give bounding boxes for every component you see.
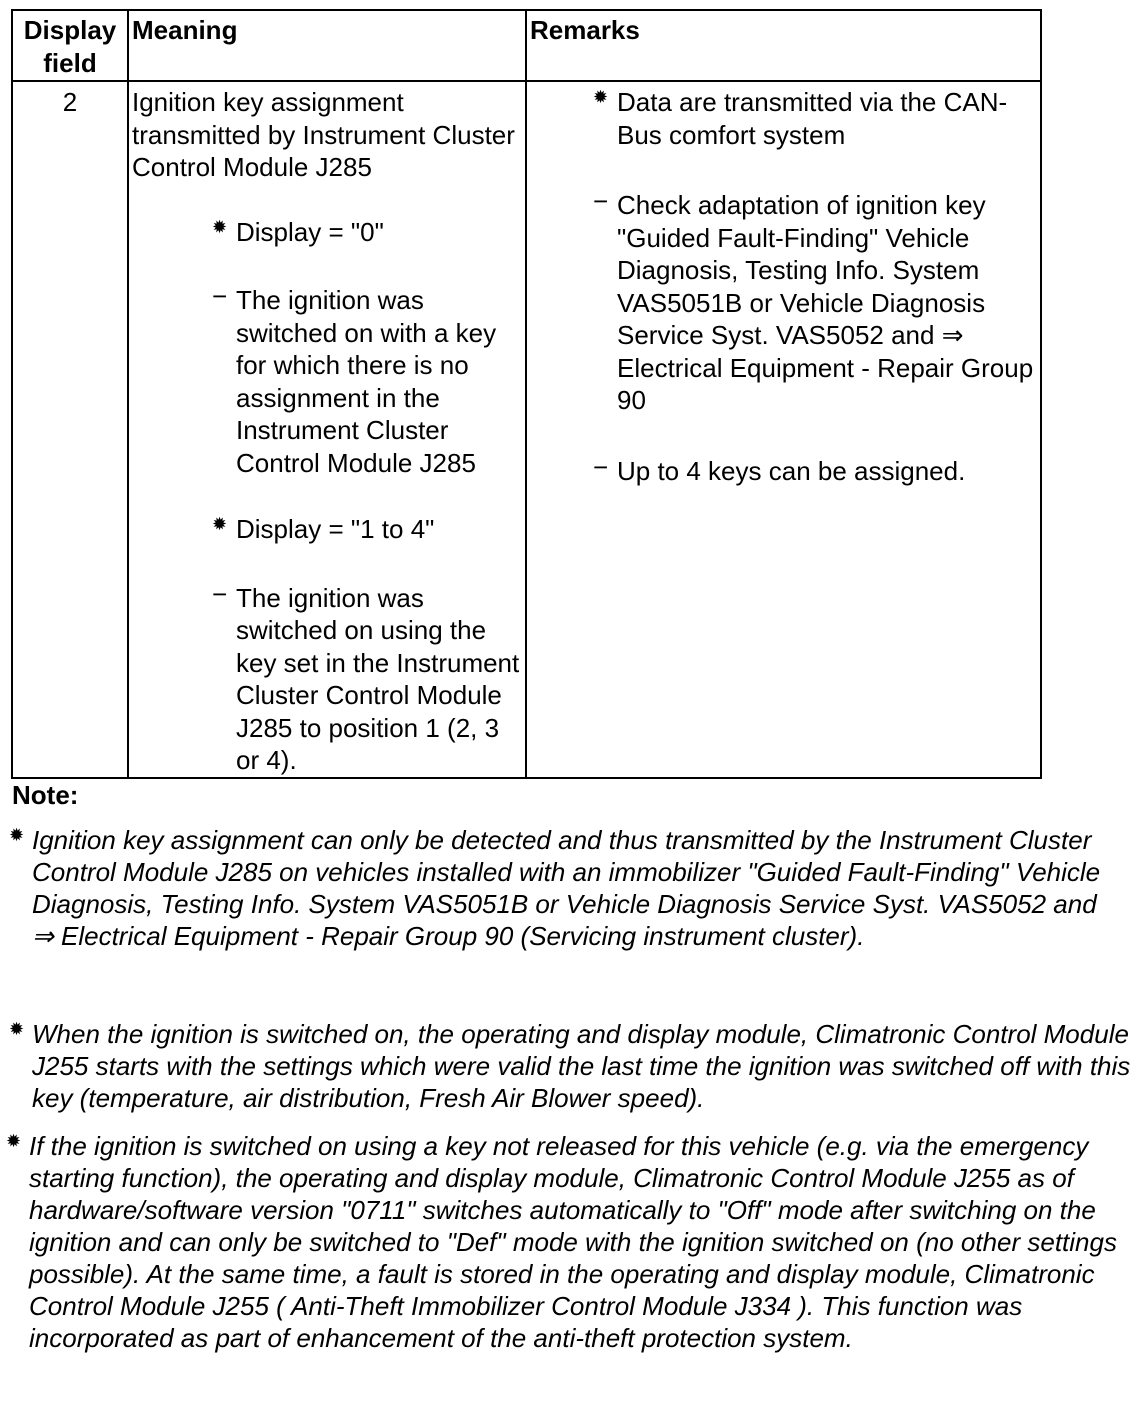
note-item (6, 1130, 1129, 1354)
meaning-dash-key-position (212, 578, 525, 777)
dash-text: The ignition was switched on with a key for which there is no assignment in the Instrument Cluster Control Module J285 (236, 285, 497, 478)
remark-dash-check-adaptation (593, 186, 1040, 417)
star-bullet-icon: ✹ (212, 216, 228, 237)
star-bullet-icon: ✹ (212, 514, 228, 534)
bullet-text: Display = "1 to 4" (236, 514, 435, 544)
bullet-text: Display = "0" (236, 216, 384, 247)
remark-dash-keys-assigned (593, 451, 1040, 488)
meaning-cell (128, 81, 526, 778)
header-remarks: Remarks (526, 10, 1041, 81)
dash-icon: − (593, 451, 609, 482)
dash-text: Up to 4 keys can be assigned. (617, 455, 966, 486)
meaning-bullet-display-0 (212, 216, 525, 249)
dash-icon: − (593, 186, 609, 216)
note-text: If the ignition is switched on using a key not released for this vehicle (e.g. via the emergency starting function), the operating and display module, Climatronic Control Module J255 as of hardware/software version "0711" switches automatically to "Off" mode after switching on the ignition and can only be switched to "Def" mode with the ignition switched on (no other settings possible). At the same time, a fault is stored in the operating and display module, Climatronic Control Module J255 ( Anti-Theft Immobilizer Control Module J334 ). This function was incorporated as part of enhancement of the anti-theft protection system. (29, 1131, 1117, 1353)
meaning-bullet-display-1-to-4 (212, 513, 525, 546)
bullet-text: Data are transmitted via the CAN-Bus comfort system (617, 87, 1008, 150)
remark-bullet-can-bus (593, 86, 1040, 151)
display-field-value: 2 (12, 81, 128, 778)
dash-icon: − (212, 578, 228, 609)
remarks-cell (526, 81, 1041, 778)
header-meaning: Meaning (128, 10, 526, 81)
meaning-description: Ignition key assignment transmitted by Instrument Cluster Control Module J285 (132, 87, 515, 182)
header-display-field: Display field (12, 10, 128, 81)
meaning-dash-no-assignment (212, 281, 525, 479)
note-item (9, 1018, 1132, 1114)
note-heading: Note: (12, 780, 79, 810)
star-bullet-icon: ✹ (593, 87, 609, 107)
dash-text: The ignition was switched on using the key set in the Instrument Cluster Control Module J285 to position 1 (2, 3 or 4). (236, 582, 520, 775)
star-bullet-icon: ✹ (9, 825, 25, 845)
table-header-row (12, 10, 1041, 81)
dash-icon: − (212, 281, 228, 311)
note-text: When the ignition is switched on, the operating and display module, Climatronic Control Module J255 starts with the settings which were valid the last time the ignition was switched off with this key (temperature, air distribution, Fresh Air Blower speed). (32, 1019, 1131, 1113)
star-bullet-icon: ✹ (6, 1131, 22, 1151)
dash-text: Check adaptation of ignition key "Guided Fault-Finding" Vehicle Diagnosis, Testing Info. System VAS5051B or Vehicle Diagnosis Service Syst. VAS5052 and ⇒ Electrical Equipment - Repair Group 90 (617, 190, 1034, 415)
table-row (12, 81, 1041, 778)
star-bullet-icon: ✹ (9, 1019, 25, 1039)
note-item (9, 824, 1122, 952)
note-text: Ignition key assignment can only be detected and thus transmitted by the Instrument Cluster Control Module J285 on vehicles installed with an immobilizer "Guided Fault-Finding" Vehicle Diagnosis, Testing Info. System VAS5051B or Vehicle Diagnosis Service Syst. VAS5052 and ⇒ Electrical Equipment - Repair Group 90 (Servicing instrument cluster). (32, 825, 1101, 951)
display-field-table (11, 9, 1042, 779)
